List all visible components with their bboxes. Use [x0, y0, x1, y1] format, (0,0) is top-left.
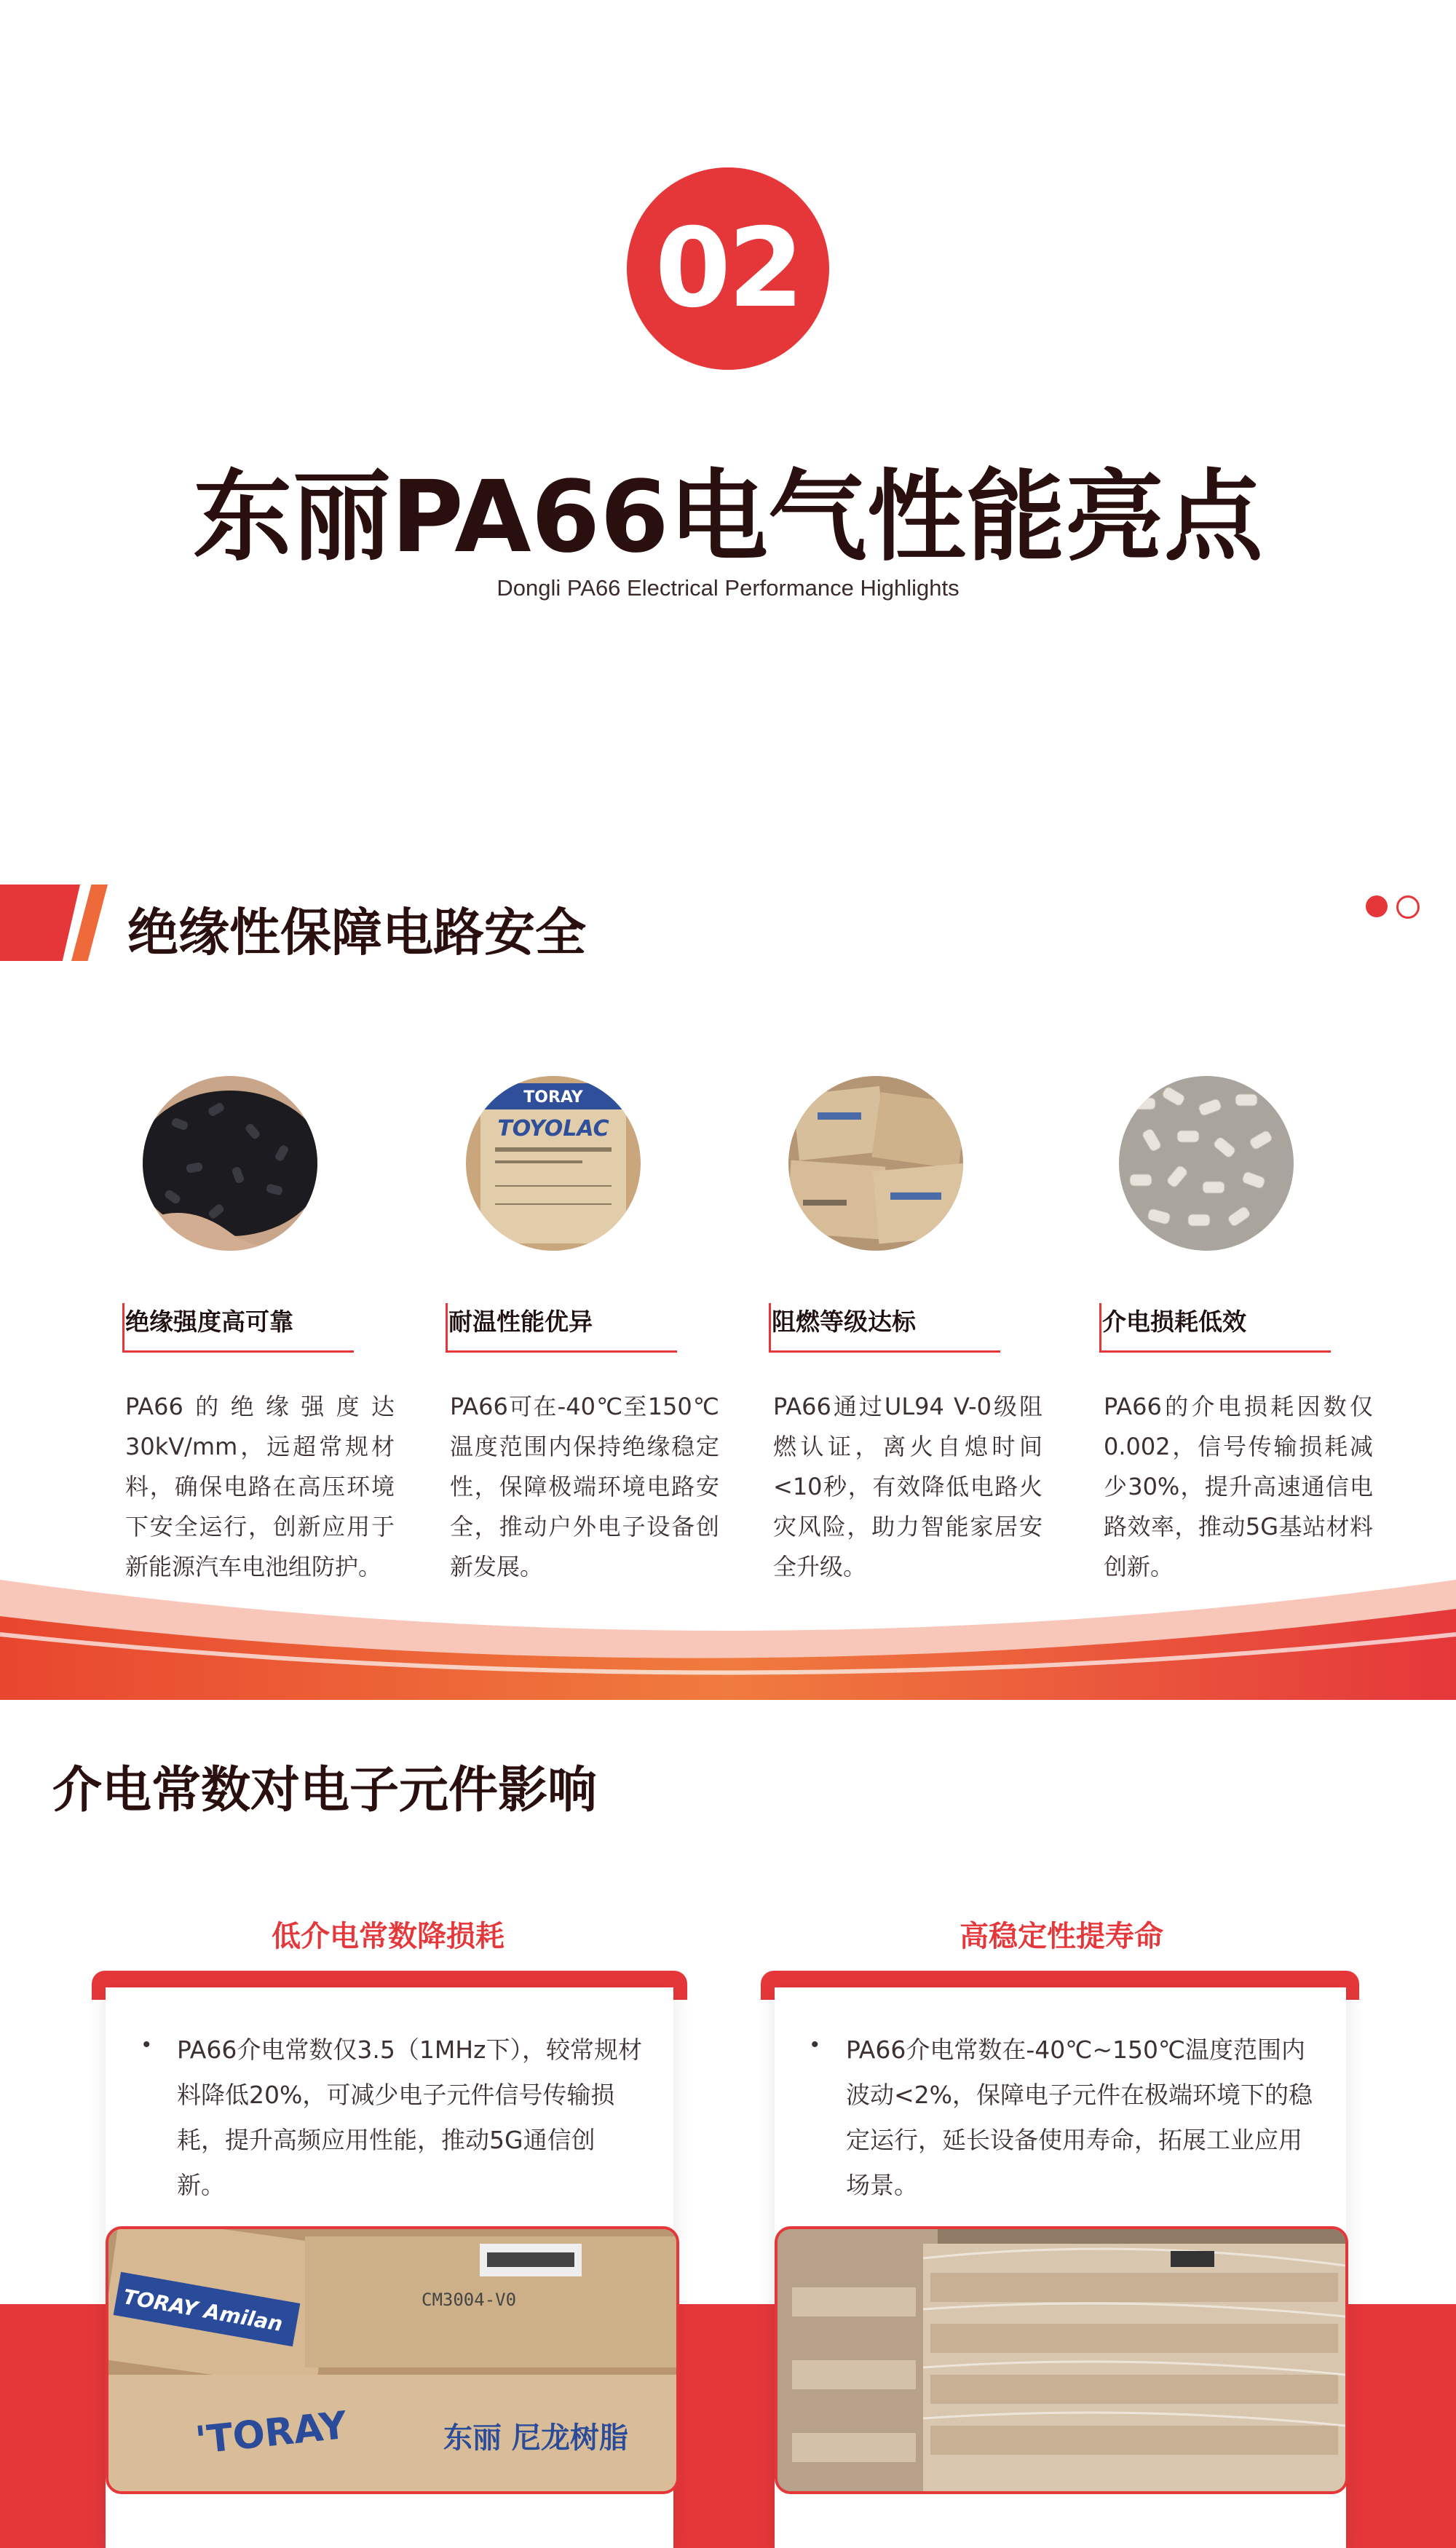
feature-title: 绝缘强度高可靠 — [125, 1307, 293, 1336]
svg-text:TORAY Amilan: TORAY Amilan — [121, 2284, 285, 2337]
page-title: 东丽PA66电气性能亮点 — [193, 460, 1263, 575]
svg-text:TORAY: TORAY — [523, 1088, 583, 1107]
feature-title-tick — [446, 1303, 448, 1351]
card-heading: 高稳定性提寿命 — [960, 1920, 1163, 1953]
feature-title: 阻燃等级达标 — [772, 1307, 916, 1336]
bullet-dot: • — [811, 2033, 819, 2057]
svg-text:CM3004-V0: CM3004-V0 — [422, 2290, 517, 2310]
section-number-badge: 02 — [627, 167, 829, 370]
feature-title-tick — [1099, 1303, 1101, 1351]
card-text: PA66介电常数在-40℃~150℃温度范围内波动<2%，保障电子元件在极端环境下的稳定运行，延长设备使用寿命，拓展工业应用场景。 — [846, 2035, 1313, 2199]
pager-dot-active — [1366, 895, 1388, 917]
svg-text:东丽 尼龙树脂: 东丽 尼龙树脂 — [443, 2421, 628, 2455]
feature-description: PA66的绝缘强度达30kV/mm，远超常规材料，确保电路在高压环境下安全运行，创新应用于新能源汽车电池组防护。 — [125, 1393, 395, 1580]
toray-amilan-bags-photo — [106, 2226, 679, 2494]
wave-divider — [0, 1565, 1456, 1700]
section-title: 绝缘性保障电路安全 — [127, 903, 586, 962]
feature-title-tick — [122, 1303, 124, 1351]
bullet-dot: • — [143, 2033, 151, 2057]
feature-title-underline — [446, 1350, 677, 1353]
black-pellets-photo — [143, 1076, 317, 1251]
pager-dot-inactive — [1396, 895, 1420, 919]
card-text: PA66介电常数仅3.5（1MHz下），较常规材料降低20%，可减少电子元件信号传输损耗，提升高频应用性能，推动5G通信创新。 — [177, 2035, 642, 2199]
svg-text:'TORAY: 'TORAY — [193, 2403, 349, 2464]
feature-title-underline — [1099, 1350, 1331, 1353]
section-accent-bar — [0, 885, 80, 961]
page-subtitle: Dongli PA66 Electrical Performance Highlights — [496, 575, 960, 601]
stacked-bags-photo — [788, 1076, 963, 1251]
feature-title-underline — [769, 1350, 1000, 1353]
feature-title-tick — [769, 1303, 771, 1351]
svg-text:TOYOLAC: TOYOLAC — [497, 1116, 609, 1142]
card-heading: 低介电常数降损耗 — [272, 1920, 505, 1953]
wrapped-pallet-photo — [775, 2226, 1348, 2494]
feature-title: 耐温性能优异 — [448, 1307, 593, 1336]
feature-description: PA66可在-40℃至150℃温度范围内保持绝缘稳定性，保障极端环境电路安全，推动户外电子设备创新发展。 — [450, 1393, 719, 1580]
feature-description: PA66的介电损耗因数仅0.002，信号传输损耗减少30%，提升高速通信电路效率，推动5G基站材料创新。 — [1104, 1393, 1373, 1580]
feature-title-underline — [122, 1350, 354, 1353]
section-title: 介电常数对电子元件影响 — [52, 1762, 598, 1819]
feature-title: 介电损耗低效 — [1102, 1307, 1246, 1336]
white-pellets-photo — [1119, 1076, 1294, 1251]
toray-toyolac-bag-photo — [466, 1076, 641, 1251]
feature-description: PA66通过UL94 V-0级阻燃认证，离火自熄时间<10秒，有效降低电路火灾风险，助力智能家居安全升级。 — [773, 1393, 1042, 1580]
